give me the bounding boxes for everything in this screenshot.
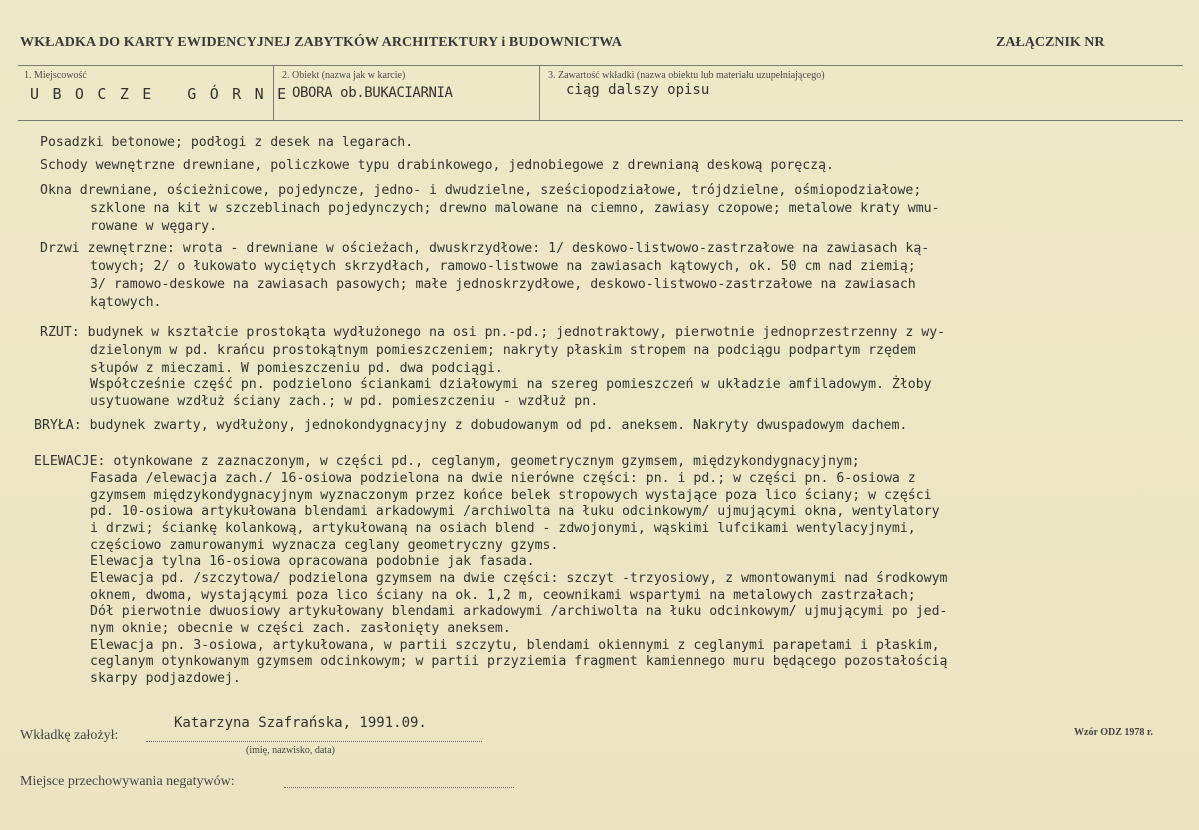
insert-content-value: ciąg dalszy opisu (566, 82, 710, 98)
body-line: słupów z mieczami. W pomieszczeniu pd. dwa podciągi. (90, 361, 503, 376)
body-line: Fasada /elewacja zach./ 16-osiowa podzielona na dwie nierówne części: pn. i pd.; w części pn. 6-osiowa z (90, 471, 916, 486)
body-line: Elewacja tylna 16-osiowa opracowana podobnie jak fasada. (90, 554, 535, 569)
body-line: kątowych. (90, 295, 162, 310)
body-line: towych; 2/ o łukowato wyciętych skrzydłach, ramowo-listwowe na zawiasach kątowych, ok. 50 cm nad ziemią; (90, 259, 916, 274)
object-value: OBORA ob.BUKACIARNIA (292, 85, 453, 101)
field-separator-2 (539, 65, 540, 120)
body-line: Współcześnie część pn. podzielono ściankami działowymi na szereg pomieszczeń w układzie amfiladowym. Żłoby (90, 377, 932, 392)
body-line: rowane w węgary. (90, 219, 218, 234)
body-line: i drzwi; ściankę kolankową, artykułowaną na osiach blend - zdwojonymi, wąskimi lufcikami wentylacyjnymi, (90, 521, 916, 536)
locality-value: U B O C Z E G Ó R N E (30, 85, 289, 103)
body-line: skarpy podjazdowej. (90, 671, 241, 686)
body-line: szklone na kit w szczeblinach pojedynczych; drewno malowane na ciemno, zawiasy czopowe; metalowe kraty wmu- (90, 201, 940, 216)
form-reference: Wzór ODZ 1978 r. (1074, 727, 1153, 738)
negatives-location-label: Miejsce przechowywania negatywów: (20, 774, 235, 789)
attachment-number-label: ZAŁĄCZNIK NR (996, 35, 1105, 50)
body-line: Schody wewnętrzne drewniane, policzkowe typu drabinkowego, jednobiegowe z drewnianą deskową poręczą. (40, 158, 834, 173)
created-by-label: Wkładkę założył: (20, 728, 119, 743)
created-by-value: Katarzyna Szafrańska, 1991.09. (174, 715, 427, 731)
body-line: 3/ ramowo-deskowe na zawiasach pasowych; małe jednoskrzydłowe, deskowo-listwowo-zastrzałowe na zawiasach (90, 277, 916, 292)
created-by-hint: (imię, nazwisko, data) (246, 745, 335, 756)
insert-content-label: 3. Zawartość wkładki (nazwa obiektu lub materiału uzupełniającego) (548, 70, 825, 81)
header-divider (18, 65, 1183, 66)
card-title: WKŁADKA DO KARTY EWIDENCYJNEJ ZABYTKÓW ARCHITEKTURY i BUDOWNICTWA (20, 35, 623, 50)
body-line: Drzwi zewnętrzne: wrota - drewniane w ościeżach, dwuskrzydłowe: 1/ deskowo-listwowo-zastrzałowe na zawiasach ką- (40, 241, 930, 256)
body-line: nym oknie; obecnie w części zach. zasłonięty aneksem. (90, 621, 511, 636)
body-line: Okna drewniane, ościeżnicowe, pojedyncze, jedno- i dwudzielne, sześciopodziałowe, trójdzielne, ośmiopodziałowe; (40, 183, 922, 198)
body-line: ceglanym otynkowanym gzymsem odcinkowym; w partii przyziemia fragment kamiennego muru będącego pozostałością (90, 654, 948, 669)
fields-divider (18, 120, 1183, 121)
negatives-dotted-line (284, 787, 514, 788)
body-line: częściowo zamurowanymi wyznacza ceglany geometryczny gzyms. (90, 538, 559, 553)
body-line: oknem, dwoma, wystającymi poza lico ściany na ok. 1,2 m, ceownikami wspartymi na metalowych zastrzałach; (90, 588, 916, 603)
created-by-dotted-line (146, 741, 482, 742)
body-line: Elewacja pd. /szczytowa/ podzielona gzymsem na dwie części: szczyt -trzyosiowy, z wmontowanymi nad środkowym (90, 571, 948, 586)
body-line: pd. 10-osiowa artykułowana blendami arkadowymi /archiwolta na łuku odcinkowym/ ujmującymi okna, wentylatory (90, 504, 940, 519)
body-line: ELEWACJE: otynkowane z zaznaczonym, w części pd., ceglanym, geometrycznym gzymsem, międzykondygnacyjnym; (34, 454, 860, 469)
body-line: RZUT: budynek w kształcie prostokąta wydłużonego na osi pn.-pd.; jednotraktowy, pierwotnie jednoprzestrzenny z wy- (40, 325, 946, 340)
body-line: Posadzki betonowe; podłogi z desek na legarach. (40, 135, 414, 150)
body-line: Elewacja pn. 3-osiowa, artykułowana, w partii szczytu, blendami okiennymi z ceglanymi parapetami i płaskim, (90, 638, 940, 653)
body-line: dzielonym w pd. krańcu prostokątnym pomieszczeniem; nakryty płaskim stropem na podciągu podpartym rzędem (90, 343, 916, 358)
body-line: usytuowane wzdłuż ściany zach.; w pd. pomieszczeniu - wzdłuż pn. (90, 394, 599, 409)
locality-label: 1. Miejscowość (24, 70, 87, 81)
object-label: 2. Obiekt (nazwa jak w karcie) (282, 70, 406, 81)
body-line: BRYŁA: budynek zwarty, wydłużony, jednokondygnacyjny z dobudowanym od pd. aneksem. Nakryty dwuspadowym dachem. (34, 418, 908, 433)
body-line: Dół pierwotnie dwuosiowy artykułowany blendami arkadowymi /archiwolta na łuku odcinkowym/ ujmującymi po jed- (90, 604, 948, 619)
body-line: gzymsem międzykondygnacyjnym wyznaczonym przez końce belek stropowych wystające poza lico ściany; w części (90, 488, 932, 503)
